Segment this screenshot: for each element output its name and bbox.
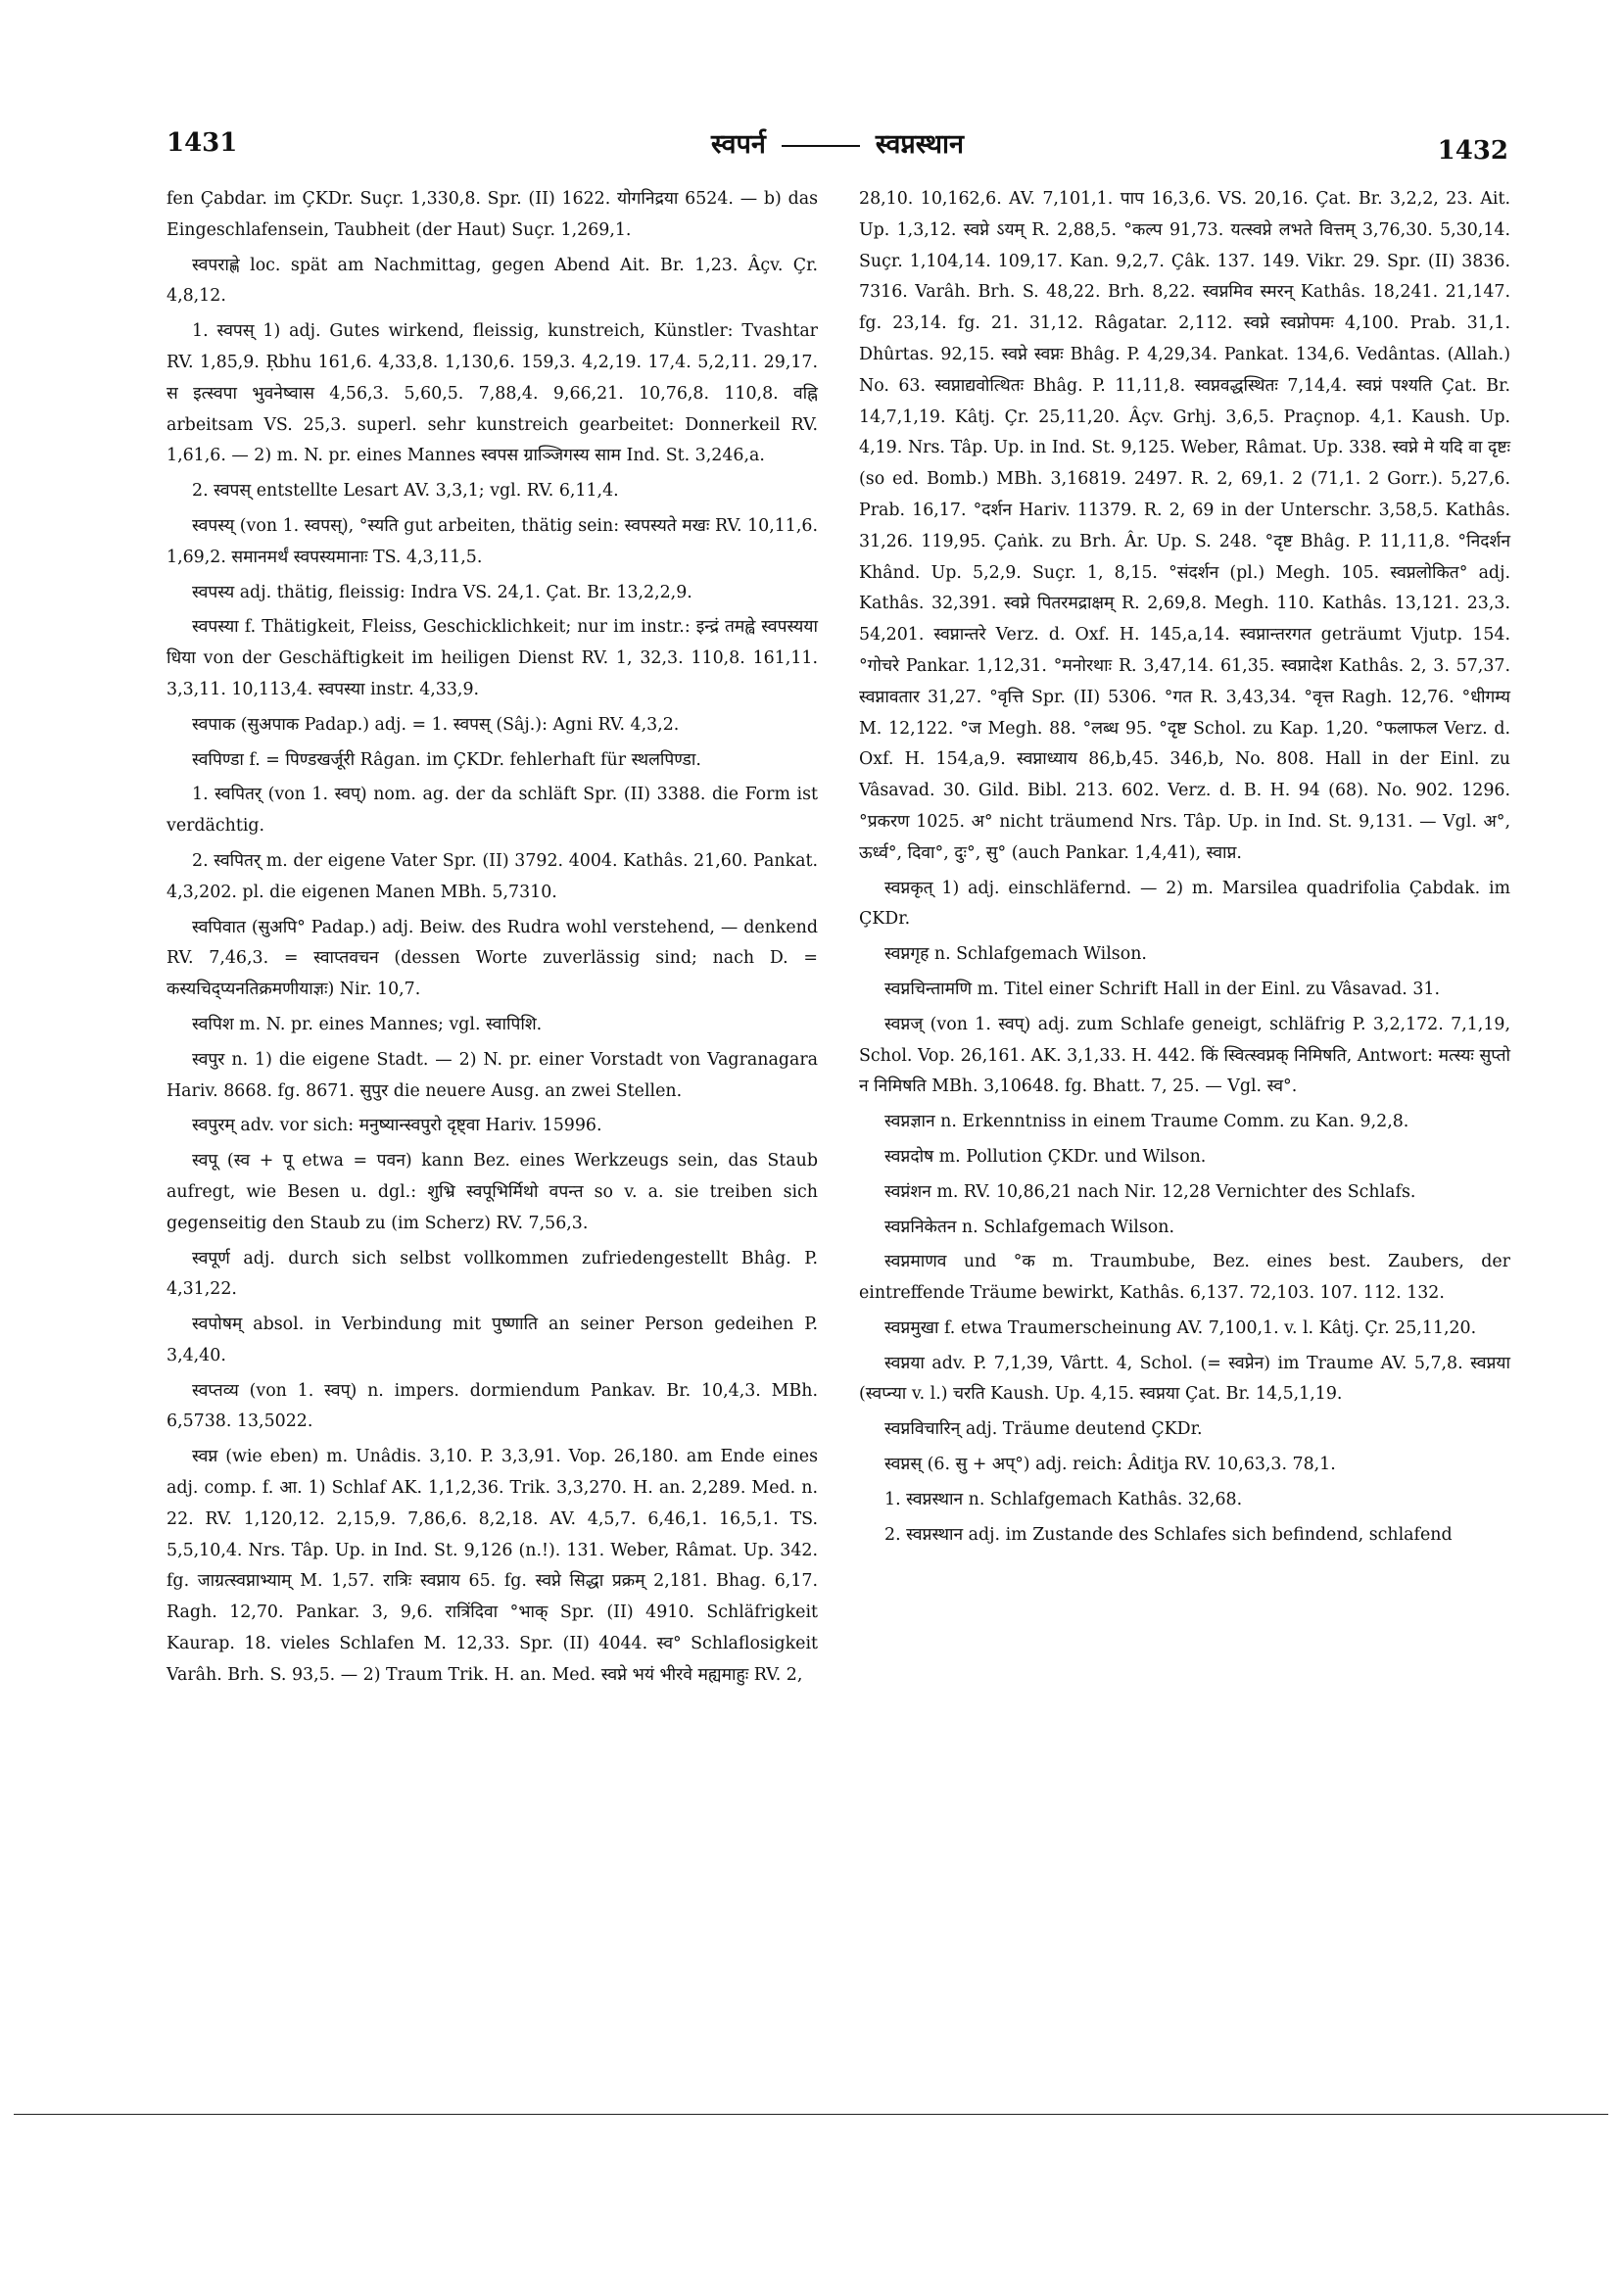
entry-paragraph: स्वपू (स्व + पू etwa = पवन) kann Bez. eines Werkzeugs sein, das Staub aufregt, wie Besen u. dgl.: शुभ्रि स्वपूभिर्मिथो वपन्त so v. a. sie treiben sich gegenseitig den Staub zu (im Scherz) RV. 7,56,3. <box>167 1151 818 1233</box>
entry-paragraph: स्वप्नकृत् 1) adj. einschläfernd. — 2) m. Marsilea quadrifolia Çabdak. im ÇKDr. <box>859 878 1510 930</box>
headword-start: स्वपर्न <box>711 129 766 160</box>
entry-paragraph: स्वप्ननिकेतन n. Schlafgemach Wilson. <box>884 1217 1174 1237</box>
entry-paragraph: fen Çabdar. im ÇKDr. Suçr. 1,330,8. Spr. (II) 1622. योगनिद्रया 6524. — b) das Eingeschlafensein, Taubheit (der Haut) Suçr. 1,269,1. <box>167 189 818 240</box>
entry-paragraph: स्वपस्य् (von 1. स्वपस्), °स्यति gut arbeiten, thätig sein: स्वपस्यते मखः RV. 10,11,6. 1,69,2. समानमर्थं स्वपस्यमानाः TS. 4,3,11,5. <box>167 515 818 567</box>
entry-paragraph: स्वप्नज् (von 1. स्वप्) adj. zum Schlafe geneigt, schläfrig P. 3,2,172. 7,1,19, Schol. Vop. 26,161. AK. 3,1,33. H. 442. किं स्वित्स्वप्नक् निमिषति, Antwort: मत्स्यः सुप्तो न निमिषति MBh. 3,10648. fg. Bhatt. 7, 25. — Vgl. स्व°. <box>859 1014 1510 1097</box>
entry-paragraph: स्वप्नदोष m. Pollution ÇKDr. und Wilson. <box>884 1146 1207 1167</box>
entry-paragraph: स्वपूर्ण adj. durch sich selbst vollkommen zufriedengestellt Bhâg. P. 4,31,22. <box>167 1248 818 1300</box>
entry-paragraph: स्वप्नविचारिन् adj. Träume deutend ÇKDr. <box>884 1419 1203 1440</box>
entry-paragraph: स्वपोषम् absol. in Verbindung mit पुष्णाति an seiner Person gedeihen P. 3,4,40. <box>167 1315 818 1365</box>
headword-end: स्वप्नस्थान <box>875 129 964 160</box>
entry-paragraph: स्वप्नमाणव und °क m. Traumbube, Bez. eines best. Zaubers, der eintreffende Träume bewirkt, Kathâs. 6,137. 72,103. 107. 112. 132. <box>859 1252 1510 1304</box>
entry-paragraph: स्वप्नगृह n. Schlafgemach Wilson. <box>884 944 1147 965</box>
entry-paragraph: स्वप्नस् (6. सु + अप्°) adj. reich: Âditja RV. 10,63,3. 78,1. <box>884 1455 1336 1475</box>
right-page-number: 1432 <box>1437 136 1508 166</box>
entry-paragraph: 2. स्वप्नस्थान adj. im Zustande des Schlafes sich befindend, schlafend <box>884 1524 1453 1545</box>
entry-paragraph: स्वपुरम् adv. vor sich: मनुष्यान्स्वपुरो दृष्ट्वा Hariv. 15996. <box>192 1116 602 1136</box>
entry-paragraph: 2. स्वपस् entstellte Lesart AV. 3,3,1; vgl. RV. 6,11,4. <box>192 481 619 502</box>
entry-paragraph: स्वपस्या f. Thätigkeit, Fleiss, Geschicklichkeit; nur im instr.: इन्द्रं तमह्वे स्वपस्यया धिया von der Geschäftigkeit im heiligen Dienst RV. 1, 32,3. 110,8. 161,11. 3,3,11. 10,113,4. स्वपस्या instr. 4,33,9. <box>167 617 818 699</box>
entry-paragraph: 1. स्वप्नस्थान n. Schlafgemach Kathâs. 32,68. <box>884 1489 1243 1509</box>
entry-paragraph: स्वप्तव्य (von 1. स्वप्) n. impers. dormiendum Pankav. Br. 10,4,3. MBh. 6,5738. 13,5022. <box>167 1380 818 1432</box>
entry-paragraph: स्वप्नज्ञान n. Erkenntniss in einem Traume Comm. zu Kan. 9,2,8. <box>884 1112 1409 1132</box>
entry-paragraph: स्वपराह्णे loc. spät am Nachmittag, gegen Abend Ait. Br. 1,23. Âçv. Çr. 4,8,12. <box>167 255 818 307</box>
header-dash <box>782 145 860 147</box>
entry-paragraph: स्वप्न (wie eben) m. Unâdis. 3,10. P. 3,3,91. Vop. 26,180. am Ende eines adj. comp. f. आ. 1) Schlaf AK. 1,1,2,36. Trik. 3,3,270. H. an. 2,289. Med. n. 22. RV. 1,120,12. 2,15,9. 7,86,6. 8,2,18. AV. 4,5,7. 6,46,1. 16,5,1. TS. 5,5,10,4. Nrs. Tâp. Up. in Ind. St. 9,126 (n.!). 131. Weber, Râmat. Up. 342. fg. जाग्रत्स्वप्नाभ्याम् M. 1,57. रात्रिः स्वप्नाय 65. fg. स्वप्ने सिद्धा प्रक्रम् 2,181. Bhag. 6,17. Ragh. 12,70. Pankar. 3, 9,6. रात्रिंदिवा °भाक् Spr. (II) 4910. Schläfrigkeit Kaurap. 18. vieles Schlafen M. 12,33. Spr. (II) 4044. स्व° Schlaflosigkeit Varâh. Brh. S. 93,5. — 2) Traum Trik. H. an. Med. स्वप्ने भयं भीरवे मह्यमाहुः RV. 2, <box>167 1447 818 1685</box>
page-header <box>167 122 1508 166</box>
entry-paragraph: स्वप्नचिन्तामणि m. Titel einer Schrift Hall in der Einl. zu Vâsavad. 31. <box>884 979 1440 999</box>
footer-rule <box>14 2114 1608 2115</box>
entry-paragraph: 2. स्वपितर् m. der eigene Vater Spr. (II) 3792. 4004. Kathâs. 21,60. Pankat. 4,3,202. pl. die eigenen Manen MBh. 5,7310. <box>167 850 818 902</box>
entry-paragraph: 28,10. 10,162,6. AV. 7,101,1. पाप 16,3,6. VS. 20,16. Çat. Br. 3,2,2, 23. Ait. Up. 1,3,12. स्वप्ने ऽयम् R. 2,88,5. °कल्प 91,73. यत्स्वप्ने लभते वित्तम् 3,76,30. 5,30,14. Suçr. 1,104,14. 109,17. Kan. 9,2,7. Çâk. 137. 149. Vikr. 29. Spr. (II) 3836. 7316. Varâh. Brh. S. 48,22. Brh. 8,22. स्वप्नमिव स्मरन् Kathâs. 18,241. 21,147. fg. 23,14. fg. 21. 31,12. Râgatar. 2,112. स्वप्ने स्वप्नोपमः 4,100. Prab. 31,1. Dhûrtas. 92,15. स्वप्ने स्वप्नः Bhâg. P. 4,29,34. Pankat. 134,6. Vedântas. (Allah.) No. 63. स्वप्नाद्यवोत्थितः Bhâg. P. 11,11,8. स्वप्नवद्धस्थितः 7,14,4. स्वप्नं पश्यति Çat. Br. 14,7,1,19. Kâtj. Çr. 25,11,20. Âçv. Grhj. 3,6,5. Praçnop. 4,1. Kaush. Up. 4,19. Nrs. Tâp. Up. in Ind. St. 9,125. Weber, Râmat. Up. 338. स्वप्ने मे यदि वा दृष्टः (so ed. Bomb.) MBh. 3,16819. 2497. R. 2, 69,1. 2 (71,1. 2 Gorr.). 5,27,6. Prab. 16,17. °दर्शन Hariv. 11379. R. 2, 69 in der Unterschr. 3,58,5. Kathâs. 31,26. 119,95. Çaṅk. zu Brh. Âr. Up. S. 248. °दृष्ट Bhâg. P. 11,11,8. °निदर्शन Khând. Up. 5,2,9. Suçr. 1, 8,15. °संदर्शन (pl.) Megh. 105. स्वप्नलोकित° adj. Kathâs. 32,391. स्वप्ने पितरमद्राक्षम् R. 2,69,8. Megh. 110. Kathâs. 13,121. 23,3. 54,201. स्वप्नान्तरे Verz. d. Oxf. H. 145,a,14. स्वप्नान्तरगत geträumt Vjutp. 154. °गोचरे Pankar. 1,12,31. °मनोरथाः R. 3,47,14. 61,35. स्वप्नादेश Kathâs. 2, 3. 57,37. स्वप्नावतार 31,27. °वृत्ति Spr. (II) 5306. °गत R. 3,43,34. °वृत्त Ragh. 12,76. °धीगम्य M. 12,122. °ज Megh. 88. °लब्ध 95. °दृष्ट Schol. zu Kap. 1,20. °फलाफल Verz. d. Oxf. H. 154,a,9. स्वप्नाध्याय 86,b,45. 346,b, No. 808. Hall in der Einl. zu Vâsavad. 30. Gild. Bibl. 213. 602. Verz. d. B. H. 94 (68). No. 902. 1296. °प्रकरण 1025. अ° nicht träumend Nrs. Tâp. Up. in Ind. St. 9,131. — Vgl. अ°, ऊर्ध्व°, दिवा°, दुः°, सु° (auch Pankar. 1,4,41), स्वाप्न. <box>859 189 1510 863</box>
right-column <box>859 184 1510 1555</box>
entry-paragraph: 1. स्वपस् 1) adj. Gutes wirkend, fleissig, kunstreich, Künstler: Tvashtar RV. 1,85,9. Ṛbhu 161,6. 4,33,8. 1,130,6. 159,3. 4,2,19. 17,4. 5,2,11. 29,17. स इत्स्वपा भुवनेष्वास 4,56,3. 5,60,5. 7,88,4. 9,66,21. 10,76,8. 110,8. वह्नि arbeitsam VS. 25,3. superl. sehr kunstreich gearbeitet: Donnerkeil RV. 1,61,6. — 2) m. N. pr. eines Mannes स्वपस ग्राञ्जिगस्य साम Ind. St. 3,246,a. <box>167 321 818 466</box>
left-page-number: 1431 <box>167 128 238 158</box>
entry-paragraph: स्वपुर n. 1) die eigene Stadt. — 2) N. pr. einer Vorstadt von Vagranagara Hariv. 8668. fg. 8671. सुपुर die neuere Ausg. an zwei Stellen. <box>167 1049 818 1101</box>
entry-paragraph: स्वपिश m. N. pr. eines Mannes; vgl. स्वापिशि. <box>192 1014 543 1034</box>
entry-paragraph: स्वप्नमुखा f. etwa Traumerscheinung AV. 7,100,1. v. l. Kâtj. Çr. 25,11,20. <box>884 1317 1477 1338</box>
entry-paragraph: स्वपिण्डा f. = पिण्डखर्जूरी Râgan. im ÇKDr. fehlerhaft für स्थलपिण्डा. <box>192 749 701 770</box>
entry-paragraph: स्वपस्य adj. thätig, fleissig: Indra VS. 24,1. Çat. Br. 13,2,2,9. <box>192 582 692 602</box>
entry-paragraph: 1. स्वपितर् (von 1. स्वप्) nom. ag. der da schläft Spr. (II) 3388. die Form ist verdächtig. <box>167 785 818 837</box>
entry-paragraph: स्वपाक (सुअपाक Padap.) adj. = 1. स्वपस् (Sâj.): Agni RV. 4,3,2. <box>192 714 680 735</box>
entry-paragraph: स्वप्नंशन m. RV. 10,86,21 nach Nir. 12,28 Vernichter des Schlafs. <box>884 1181 1416 1202</box>
running-head <box>167 124 1508 161</box>
entry-paragraph: स्वपिवात (सुअपि° Padap.) adj. Beiw. des Rudra wohl verstehend, — denkend RV. 7,46,3. = स्वाप्तवचन (dessen Worte zuverlässig sind; nach D. = कस्यचिद्प्यनतिक्रमणीयाज्ञः) Nir. 10,7. <box>167 917 818 1000</box>
entry-paragraph: स्वप्नया adv. P. 7,1,39, Vârtt. 4, Schol. (= स्वप्नेन) im Traume AV. 5,7,8. स्वप्नया (स्वप्न्या v. l.) चरति Kaush. Up. 4,15. स्वप्नया Çat. Br. 14,5,1,19. <box>859 1353 1510 1405</box>
left-column <box>167 184 818 1696</box>
